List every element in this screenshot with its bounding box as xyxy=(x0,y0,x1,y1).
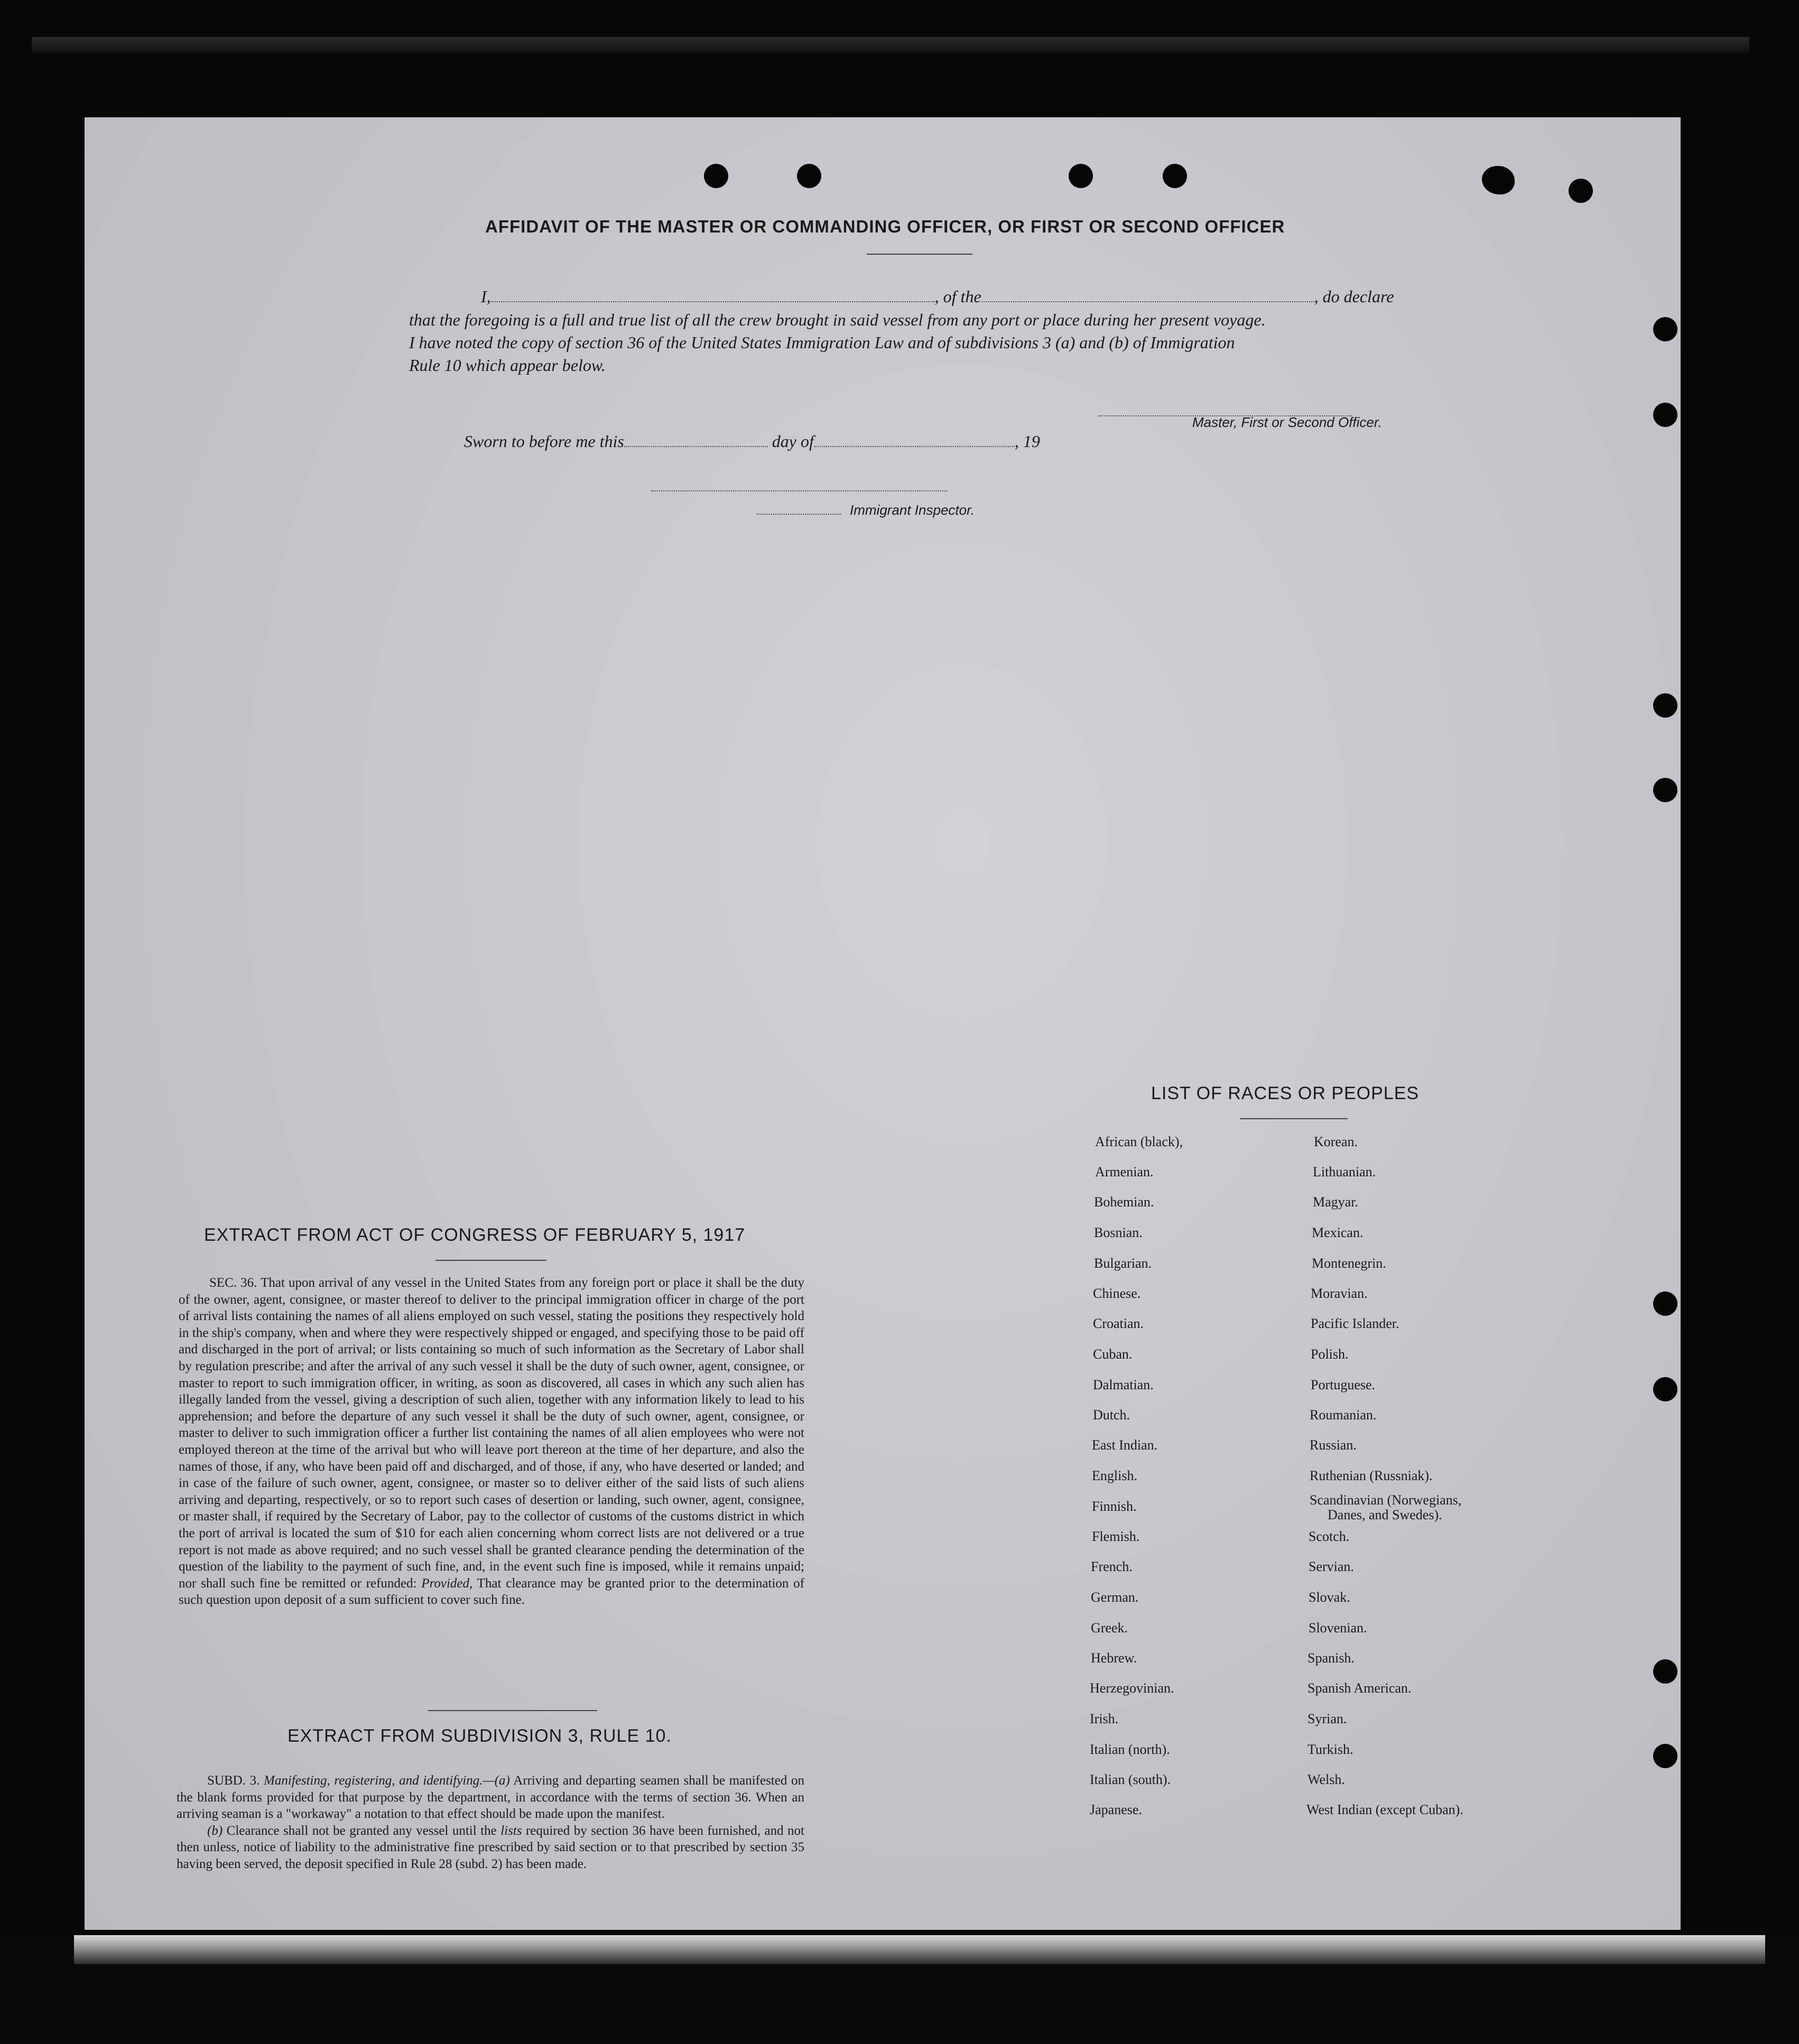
race-item: German. xyxy=(1091,1590,1139,1605)
punch-hole xyxy=(1653,317,1677,341)
race-item: Dalmatian. xyxy=(1093,1377,1154,1392)
subd-heading: Manifesting, registering, and identifying.—(a) xyxy=(264,1773,510,1788)
race-item: Spanish American. xyxy=(1307,1680,1412,1696)
race-item: Italian (south). xyxy=(1090,1772,1171,1787)
sec-text-end: That clearance may be granted prior to the determination of such question upon deposit of a sum sufficient to cover such fine. xyxy=(179,1576,805,1608)
officer-name-field[interactable] xyxy=(491,289,935,302)
extract-rule-title: EXTRACT FROM SUBDIVISION 3, RULE 10. xyxy=(288,1726,672,1746)
race-item: Portuguese. xyxy=(1311,1377,1376,1392)
divider xyxy=(1240,1118,1348,1119)
divider xyxy=(428,1710,597,1711)
race-item: Greek. xyxy=(1091,1620,1128,1636)
race-item: Montenegrin. xyxy=(1312,1256,1386,1271)
race-item: Herzegovinian. xyxy=(1090,1680,1174,1696)
punch-hole xyxy=(1569,179,1593,203)
race-item: Bulgarian. xyxy=(1094,1256,1152,1271)
race-item: Welsh. xyxy=(1307,1772,1345,1787)
affidavit-title: AFFIDAVIT OF THE MASTER OR COMMANDING OFFICER, OR FIRST OR SECOND OFFICER xyxy=(485,217,1285,236)
sworn-month-field[interactable] xyxy=(814,433,1015,447)
affidavit-body xyxy=(409,309,1427,377)
race-item: Lithuanian. xyxy=(1313,1164,1376,1179)
punch-hole xyxy=(797,164,821,188)
affidavit-body-line: I have noted the copy of section 36 of the United States Immigration Law and of subdivisions 3 (a) and (b) of Immigration xyxy=(409,333,1235,352)
race-item: Chinese. xyxy=(1093,1286,1141,1301)
race-item: Roumanian. xyxy=(1310,1407,1377,1423)
punch-hole xyxy=(1482,166,1515,194)
punch-hole xyxy=(1653,1659,1677,1684)
para-b-lists: lists xyxy=(500,1823,522,1838)
of-the-label: , of the xyxy=(934,287,981,306)
sworn-day-field[interactable] xyxy=(624,433,768,447)
provided-label: Provided, xyxy=(421,1576,473,1591)
race-item: Scotch. xyxy=(1309,1529,1350,1544)
punch-hole xyxy=(1163,164,1187,188)
race-item: Italian (north). xyxy=(1090,1742,1170,1757)
film-bottom-edge xyxy=(0,1930,1799,2044)
inspector-signature-field[interactable] xyxy=(651,478,947,491)
race-item: Irish. xyxy=(1090,1711,1119,1726)
race-item: Turkish. xyxy=(1307,1742,1353,1757)
race-item: Scandinavian (Norwegians, xyxy=(1310,1492,1462,1508)
race-item: Croatian. xyxy=(1093,1316,1144,1331)
day-of-label: day of xyxy=(772,432,814,451)
extract-act-text xyxy=(179,1275,804,1609)
para-b-2: required by section 36 have been furnished, and not then unless, notice of liability to the administrative fine prescribed by said section or to that prescribed by section 35 having been served, the deposit specified in Rule 28 (subd. 2) has been made. xyxy=(177,1823,805,1871)
race-item: Armenian. xyxy=(1095,1164,1154,1179)
sec-text: That upon arrival of any vessel in the United States from any foreign port or place it shall be the duty of the owner, agent, consignee, or master thereof to deliver to the principal immigration officer in charge of the port of arrival lists containing the names of all aliens employed on such vessel, stating the positions they respectively hold in the ship's company, when and where they were respectively shipped or engaged, and specifying those to be paid off and discharged in the port of arrival; or lists containing so much of such information as the Secretary of Labor shall by regulation prescribe; and after the arrival of any such vessel it shall be the duty of such owner, agent, consignee, or master to report to such immigration officer, in writing, as soon as discovered, all cases in which any such alien has illegally landed from the vessel, giving a description of such alien, together with any information likely to lead to his apprehension; and before the departure of any such vessel it shall be the duty of such owner, agent, consignee, or master to deliver to such immigration officer a further list containing the names of all alien employees who were not employed thereon at the time of the arrival but who will leave port thereon at the time of her departure, and also the names of those, if any, who have been paid off and discharged, and of those, if any, who have deserted or landed; and in case of the failure of such owner, agent, consignee, or master so to deliver either of the said lists of such aliens arriving and departing, respectively, or so to report such cases of desertion or landing, such owner, agent, consignee, or master shall, if required by the Secretary of Labor, pay to the collector of customs of the customs district in which the port of arrival is located the sum of $10 for each alien concerning whom correct lists are not delivered or a true report is not made as above required; and no such vessel shall be granted clearance pending the determination of the question of the liability to the payment of such fine, and, in the event such fine is imposed, while it remains unpaid; nor shall such fine be remitted or refunded: xyxy=(179,1276,804,1591)
race-item: Servian. xyxy=(1309,1559,1354,1574)
race-item: Slovenian. xyxy=(1309,1620,1367,1636)
vessel-name-field[interactable] xyxy=(981,289,1314,302)
race-item: Moravian. xyxy=(1311,1286,1368,1301)
race-item: Polish. xyxy=(1311,1346,1349,1362)
race-item: Dutch. xyxy=(1093,1407,1130,1423)
race-item: Japanese. xyxy=(1090,1802,1142,1817)
affidavit-declaration-line xyxy=(481,285,1427,308)
race-item: Syrian. xyxy=(1307,1711,1347,1726)
race-item: English. xyxy=(1092,1468,1137,1483)
race-item: Pacific Islander. xyxy=(1311,1316,1399,1331)
film-top-edge xyxy=(0,0,1799,117)
para-b-1: Clearance shall not be granted any vessel until the xyxy=(226,1823,497,1838)
i-label: I, xyxy=(481,287,491,306)
master-signature-label: Master, First or Second Officer. xyxy=(1192,414,1382,430)
sec-label: SEC. 36. xyxy=(209,1276,257,1290)
inspector-signature-field-short[interactable] xyxy=(757,501,841,515)
race-item: Russian. xyxy=(1310,1437,1357,1453)
race-item: Slovak. xyxy=(1309,1590,1350,1605)
race-item: Mexican. xyxy=(1312,1225,1364,1240)
affidavit-body-line: that the foregoing is a full and true list of all the crew brought in said vessel from any port or place during her present voyage. xyxy=(409,310,1266,329)
sworn-label: Sworn to before me this xyxy=(464,432,624,451)
race-item: West Indian (except Cuban). xyxy=(1306,1802,1463,1817)
race-item: French. xyxy=(1091,1559,1133,1574)
subd-label: SUBD. 3. xyxy=(207,1773,260,1788)
divider xyxy=(435,1260,546,1261)
race-item: Danes, and Swedes). xyxy=(1328,1507,1442,1522)
divider xyxy=(867,254,972,255)
race-item: Ruthenian (Russniak). xyxy=(1310,1468,1433,1483)
punch-hole xyxy=(1653,693,1677,718)
race-item: Cuban. xyxy=(1093,1346,1133,1362)
race-item: Korean. xyxy=(1314,1134,1358,1149)
inspector-label: Immigrant Inspector. xyxy=(850,502,975,518)
punch-hole xyxy=(1653,403,1677,427)
race-item: Bohemian. xyxy=(1094,1194,1154,1210)
race-item: Magyar. xyxy=(1313,1194,1358,1210)
race-item: Flemish. xyxy=(1092,1529,1140,1544)
para-b-label: (b) xyxy=(207,1823,223,1838)
race-item: Spanish. xyxy=(1307,1650,1355,1666)
extract-act-title: EXTRACT FROM ACT OF CONGRESS OF FEBRUARY 5, 1917 xyxy=(204,1225,746,1245)
race-item: African (black), xyxy=(1095,1134,1183,1149)
sworn-line xyxy=(464,430,1204,453)
do-declare-label: , do declare xyxy=(1314,287,1394,306)
year-label: , 19 xyxy=(1014,432,1040,451)
races-title: LIST OF RACES OR PEOPLES xyxy=(1151,1083,1420,1103)
race-item: East Indian. xyxy=(1092,1437,1158,1453)
punch-hole xyxy=(1653,1744,1677,1768)
punch-hole xyxy=(704,164,728,188)
race-item: Hebrew. xyxy=(1091,1650,1137,1666)
race-item: Finnish. xyxy=(1092,1499,1137,1514)
affidavit-body-line: Rule 10 which appear below. xyxy=(409,356,606,375)
extract-rule-text xyxy=(177,1772,804,1873)
race-item: Bosnian. xyxy=(1094,1225,1143,1240)
para-a: Arriving and departing seamen shall be manifested on the blank forms provided for that purpose by the department, in accordance with the terms of section 36. When an arriving seaman is a "workaway" a notation to that effect should be made upon the manifest. xyxy=(177,1773,805,1822)
document-page xyxy=(85,117,1681,1930)
punch-hole xyxy=(1069,164,1093,188)
punch-hole xyxy=(1653,778,1677,802)
punch-hole xyxy=(1653,1377,1677,1401)
punch-hole xyxy=(1653,1292,1677,1316)
